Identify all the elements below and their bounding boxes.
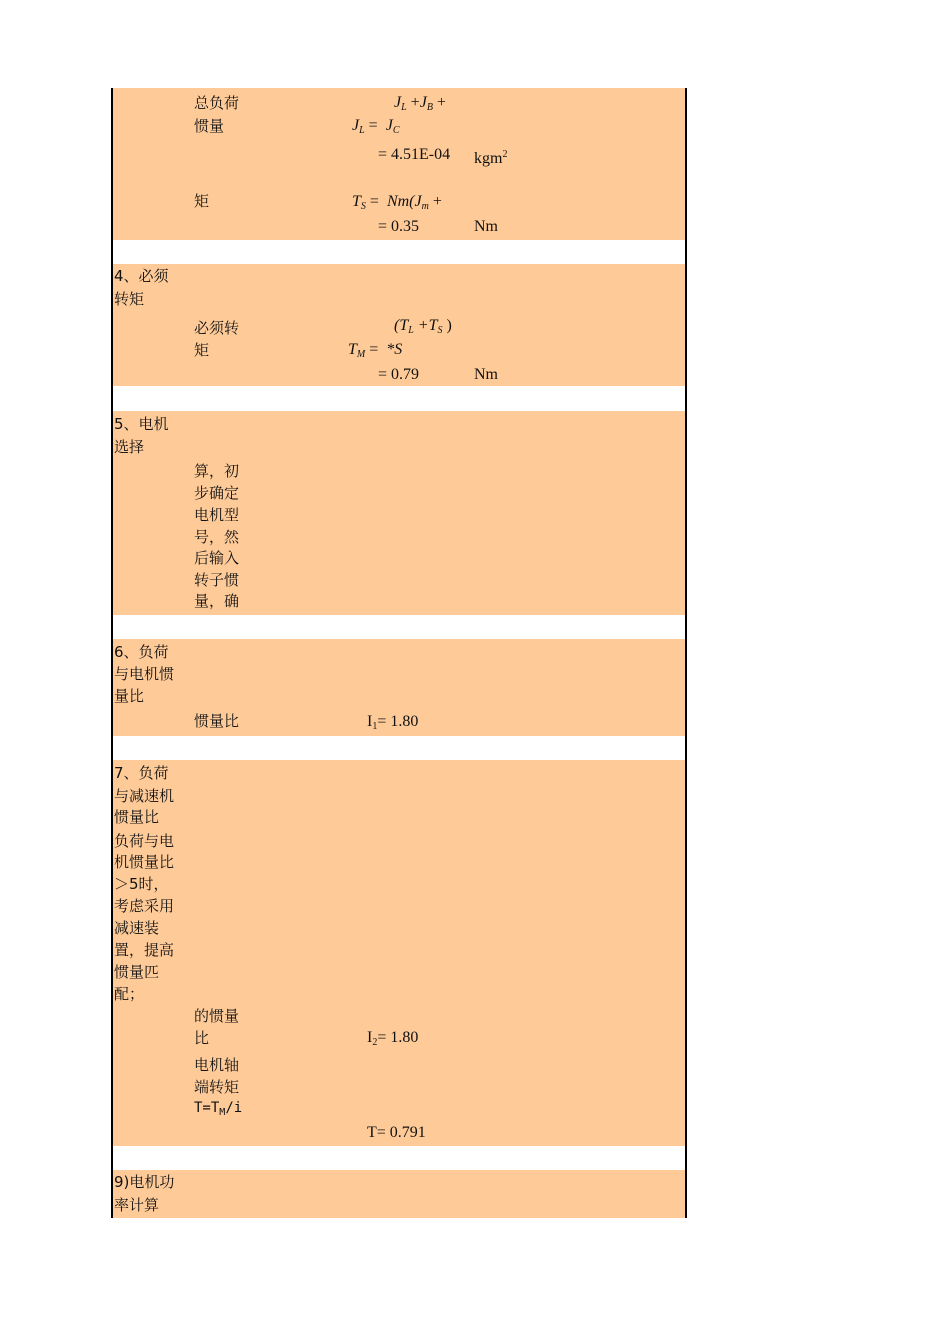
- ts-unit: Nm: [474, 218, 498, 235]
- section7-title-line: 惯量匹: [114, 963, 160, 981]
- section6-title-3: 量比: [114, 687, 145, 705]
- required-torque-label-2: 矩: [194, 341, 210, 359]
- total-load-inertia-label-2: 惯量: [194, 117, 225, 135]
- ts-label: 矩: [194, 192, 210, 210]
- section7-title-line: 负荷与电: [114, 832, 175, 850]
- t-value: T= 0.791: [367, 1124, 426, 1141]
- section9-title-1: 9)电机功: [114, 1173, 175, 1191]
- ts-value: = 0.35: [378, 218, 420, 235]
- shaft-torque-label-1: 电机轴: [194, 1056, 240, 1074]
- section7-title-line: 减速装: [114, 919, 160, 937]
- section7-title-line: 考虑采用: [114, 897, 175, 915]
- motor-select-line: 算，初: [194, 462, 240, 480]
- required-torque-label-1: 必须转: [194, 319, 240, 337]
- section7-title-line: ＞5时，: [114, 875, 169, 893]
- reducer-inertia-ratio-label-1: 的惯量: [194, 1007, 240, 1025]
- section9-title-2: 率计算: [114, 1196, 160, 1214]
- tm-formula-numerator: ($T_L +T_S$ ): [394, 317, 452, 336]
- section7-title-line: 7、负荷: [114, 764, 169, 782]
- section5-title-2: 选择: [114, 438, 145, 456]
- total-load-inertia-label-1: 总负荷: [194, 94, 240, 112]
- shaft-torque-label-2: 端转矩: [194, 1078, 240, 1096]
- inertia-ratio-label: 惯量比: [194, 712, 240, 730]
- section7-title-line: 与减速机: [114, 787, 175, 805]
- ts-formula: $T_S = Nm(J_m$ +: [352, 193, 442, 212]
- reducer-inertia-ratio-label-2: 比: [194, 1029, 210, 1047]
- tm-formula-line: $T_M = *S$: [348, 341, 403, 360]
- tm-unit: Nm: [474, 366, 498, 383]
- section6-title-2: 与电机惯: [114, 665, 175, 683]
- section-band-9: [113, 1170, 685, 1218]
- jl-formula-numerator: $J_L +J_B$ +: [394, 94, 446, 113]
- section4-title-2: 转矩: [114, 290, 145, 308]
- section7-title-line: 机惯量比: [114, 853, 175, 871]
- section7-title-line: 惯量比: [114, 808, 160, 826]
- motor-select-line: 电机型: [194, 506, 240, 524]
- i1-value: I1= 1.80: [367, 713, 419, 732]
- section5-title-1: 5、电机: [114, 415, 169, 433]
- motor-select-line: 量，确: [194, 592, 240, 610]
- motor-select-line: 步确定: [194, 484, 240, 502]
- motor-select-line: 号，然: [194, 528, 240, 546]
- jl-value: = 4.51E-04: [378, 146, 451, 163]
- motor-select-line: 后输入: [194, 549, 240, 567]
- shaft-torque-formula: $T=T_M/i$: [194, 1100, 243, 1118]
- section6-title-1: 6、负荷: [114, 643, 169, 661]
- motor-select-line: 转子惯: [194, 571, 240, 589]
- section7-title-line: 置，提高: [114, 941, 175, 959]
- jl-formula-line: $J_L = J_C$: [352, 117, 400, 136]
- tm-value: = 0.79: [378, 366, 420, 383]
- i2-value: I2= 1.80: [367, 1029, 419, 1048]
- section7-title-line: 配；: [114, 985, 145, 1003]
- section4-title-1: 4、必须: [114, 267, 169, 285]
- jl-unit: kgm$^2$: [474, 149, 508, 167]
